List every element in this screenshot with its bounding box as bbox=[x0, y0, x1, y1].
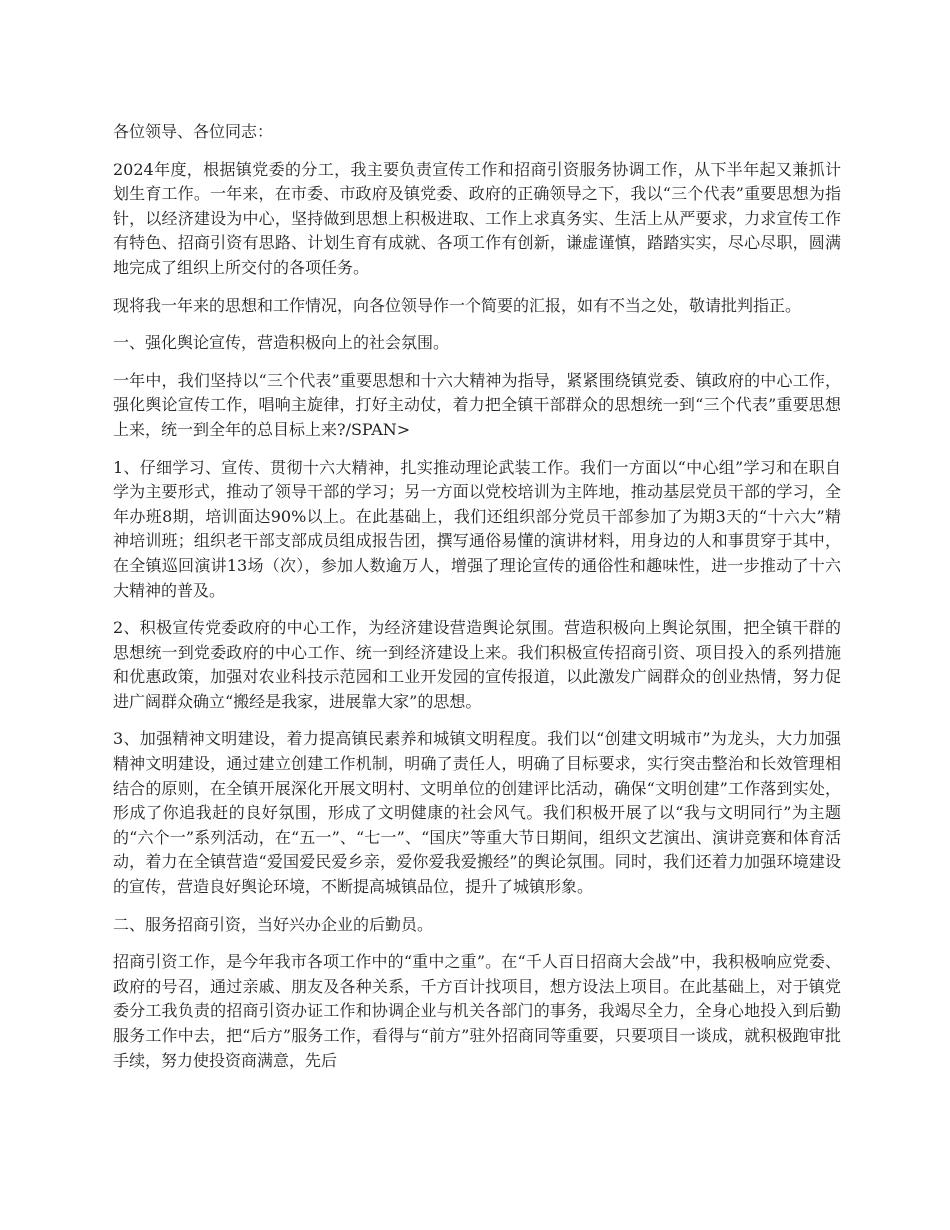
salutation: 各位领导、各位同志： bbox=[113, 122, 274, 141]
section-1-item-1: 1、仔细学习、宣传、贯彻十六大精神，扎实推动理论武装工作。我们一方面以“中心组”学习和在职自学为主要形式，推动了领导干部的学习；另一方面以党校培训为主阵地，推动基层党员干部的学习，全年办班8期，培训面达90%以上。在此基础上，我们还组织部分党员干部参加了为期3天的“十六大”精神培训班；组织老干部支部成员组成报告团，撰写通俗易懂的演讲材料，用身边的人和事贯穿于其中，在全镇巡回演讲13场（次），参加人数逾万人，增强了理论宣传的通俗性和趣味性，进一步推动了十六大精神的普及。 bbox=[113, 457, 841, 600]
section-1-item-3: 3、加强精神文明建设，着力提高镇民素养和城镇文明程度。我们以“创建文明城市”为龙头，大力加强精神文明建设，通过建立创建工作机制，明确了责任人，明确了目标要求，实行突击整治和长效管理相结合的原则，在全镇开展深化开展文明村、文明单位的创建评比活动，确保“文明创建”工作落到实处，形成了你追我赶的良好氛围，形成了文明健康的社会风气。我们积极开展了以“我与文明同行”为主题的“六个一”系列活动，在“五一”、“七一”、“国庆”等重大节日期间，组织文艺演出、演讲竞赛和体育活动，着力在全镇营造“爱国爱民爱乡亲，爱你爱我爱搬经”的舆论氛围。同时，我们还着力加强环境建设的宣传，营造良好舆论环境，不断提高城镇品位，提升了城镇形象。 bbox=[113, 729, 841, 897]
section-heading-1: 一、强化舆论宣传，营造积极向上的社会氛围。 bbox=[113, 333, 450, 353]
section-1-item-2: 2、积极宣传党委政府的中心工作，为经济建设营造舆论氛围。营造积极向上舆论氛围，把全镇干群的思想统一到党委政府的中心工作、统一到经济建设上来。我们积极宣传招商引资、项目投入的系列措施和优惠政策，加强对农业科技示范园和工业开发园的宣传报道，以此激发广阔群众的创业热情，努力促进广阔群众确立“搬经是我家，进展靠大家”的思想。 bbox=[113, 618, 841, 711]
section-heading-2: 二、服务招商引资，当好兴办企业的后勤员。 bbox=[113, 914, 434, 934]
section-2-overview: 招商引资工作，是今年我市各项工作中的“重中之重”。在“千人百日招商大会战”中，我积极响应党委、政府的号召，通过亲戚、朋友及各种关系，千方百计找项目，想方设法上项目。在此基础上，对于镇党委分工我负责的招商引资办证工作和协调企业与机关各部门的事务，我竭尽全力，全身心地投入到后勤服务工作中去，把“后方”服务工作，看得与“前方”驻外招商同等重要，只要项目一谈成，就积极跑审批手续，努力使投资商满意，先后 bbox=[113, 952, 841, 1070]
intro-paragraph: 2024年度，根据镇党委的分工，我主要负责宣传工作和招商引资服务协调工作，从下半年起又兼抓计划生育工作。一年来，在市委、市政府及镇党委、政府的正确领导之下，我以“三个代表”重要思想为指针，以经济建设为中心，坚持做到思想上积极进取、工作上求真务实、生活上从严要求，力求宣传工作有特色、招商引资有思路、计划生育有成就、各项工作有创新，谦虚谨慎，踏踏实实，尽心尽职，圆满地完成了组织上所交付的各项任务。 bbox=[113, 159, 841, 277]
report-statement: 现将我一年来的思想和工作情况，向各位领导作一个简要的汇报，如有不当之处，敬请批判指正。 bbox=[113, 295, 802, 315]
document-body bbox=[113, 120, 841, 1086]
section-1-overview: 一年中，我们坚持以“三个代表”重要思想和十六大精神为指导，紧紧围绕镇党委、镇政府的中心工作，强化舆论宣传工作，唱响主旋律，打好主动仗，着力把全镇干部群众的思想统一到“三个代表”重要思想上来，统一到全年的总目标上来?/SPAN> bbox=[113, 370, 841, 439]
